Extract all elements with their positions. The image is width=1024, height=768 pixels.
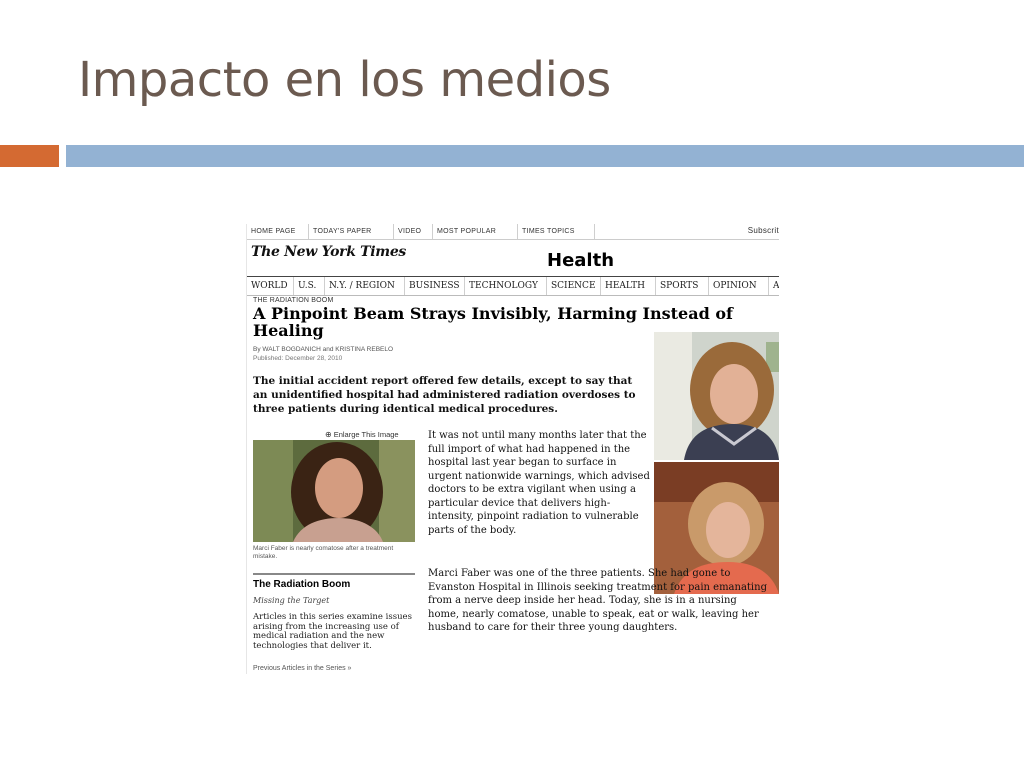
slide-title: Impacto en los medios — [78, 52, 611, 108]
section-opinion[interactable]: OPINION — [709, 277, 769, 295]
section-sports[interactable]: SPORTS — [656, 277, 709, 295]
section-arts[interactable]: A — [773, 281, 779, 291]
accent-bar-orange — [0, 145, 59, 167]
section-title: Health — [547, 250, 615, 271]
sidebar-divider — [253, 573, 415, 575]
enlarge-image-link[interactable] — [325, 430, 399, 439]
portrait-photo-woman-smiling — [654, 332, 779, 460]
kicker: THE RADIATION BOOM — [253, 297, 334, 304]
series-title[interactable]: The Radiation Boom — [253, 579, 351, 590]
photo-caption: Marci Faber is nearly comatose after a treatment mistake. — [253, 545, 394, 560]
byline: By WALT BOGDANICH and KRISTINA REBELO — [253, 346, 394, 353]
previous-articles-link[interactable]: Previous Articles in the Series » — [253, 665, 352, 672]
nav-home-page[interactable]: HOME PAGE — [247, 224, 309, 239]
series-subtitle: Missing the Target — [253, 596, 330, 605]
newspaper-clipping — [246, 224, 779, 674]
section-health[interactable]: HEALTH — [601, 277, 656, 295]
series-description: Articles in this series examine issues arising from the increasing use of medical radiation and the new technologies that deliver it. — [253, 612, 412, 651]
section-us[interactable]: U.S. — [294, 277, 325, 295]
lead-paragraph: The initial accident report offered few details, except to say that an unidentified hospital had administered radiation overdoses to three patients during identical medical procedures. — [253, 375, 636, 415]
accent-bar-blue — [66, 145, 1024, 167]
section-navigation — [247, 276, 779, 296]
subscribe-link[interactable]: Subscrit — [747, 226, 779, 235]
section-world[interactable]: WORLD — [247, 277, 294, 295]
nav-todays-paper[interactable]: TODAY'S PAPER — [309, 224, 394, 239]
section-ny-region[interactable]: N.Y. / REGION — [325, 277, 405, 295]
nav-times-topics[interactable]: TIMES TOPICS — [518, 224, 595, 239]
body-paragraph-1: It was not until many months later that the full import of what had happened in the hospital last year began to surface in urgent nationwide warnings, which advised doctors to be extra vigilant when using a particular device that delivers high-intensity, pinpoint radiation to vulnerable parts of the body. — [428, 430, 650, 536]
headline: A Pinpoint Beam Strays Invisibly, Harming Instead of Healing — [253, 304, 733, 340]
enlarge-label: Enlarge This Image — [333, 430, 399, 439]
body-paragraph-2: Marci Faber was one of the three patients. She had gone to Evanston Hospital in Illinois seeking treatment for pain emanating from a nerve deep inside her head. Today, she is in a nursing home, nearly comatose, unable to speak, eat or walk, leaving her husband to care for their three young daughters. — [428, 568, 767, 633]
nav-video[interactable]: VIDEO — [394, 224, 433, 239]
section-business[interactable]: BUSINESS — [405, 277, 465, 295]
magnifier-icon: ⊕ — [325, 430, 332, 439]
photo-marci-faber[interactable] — [253, 440, 415, 542]
section-technology[interactable]: TECHNOLOGY — [465, 277, 547, 295]
top-navigation — [247, 224, 779, 240]
masthead-logo[interactable]: The New York Times — [251, 244, 407, 260]
portrait-photos — [654, 332, 779, 594]
published-date: Published: December 28, 2010 — [253, 355, 343, 362]
section-science[interactable]: SCIENCE — [547, 277, 601, 295]
nav-most-popular[interactable]: MOST POPULAR — [433, 224, 518, 239]
